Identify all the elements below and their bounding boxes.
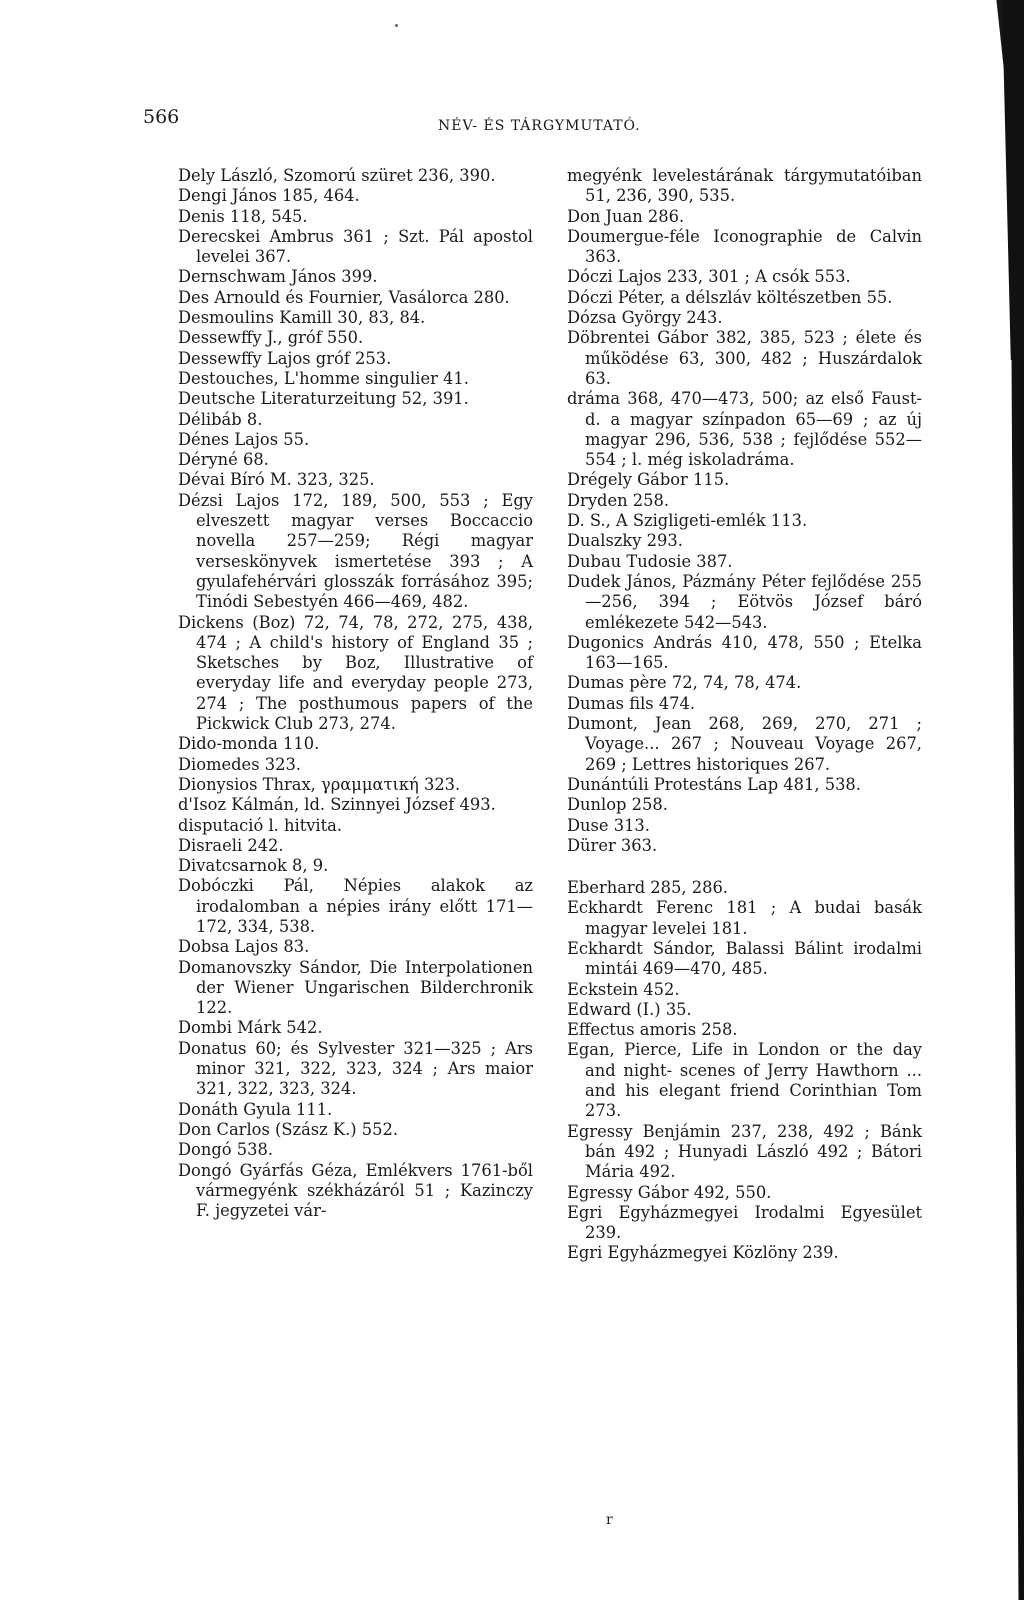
page-edge-dark xyxy=(1002,0,1024,360)
index-entry: Eckhardt Sándor, Balassi Bálint irodalmi mintái 469—470, 485. xyxy=(567,938,922,979)
index-entry: Déryné 68. xyxy=(178,450,269,470)
index-entry: Dualszky 293. xyxy=(567,531,683,551)
index-entry: Dóczi Péter, a délszláv költészetben 55. xyxy=(567,287,893,307)
index-entry: Dózsa György 243. xyxy=(567,308,723,328)
index-entry: Don Juan 286. xyxy=(567,206,685,226)
index-entry: Dugonics András 410, 478, 550 ; Etelka 163—165. xyxy=(567,632,922,673)
index-entry: d'Isoz Kálmán, ld. Szinnyei József 493. xyxy=(178,795,496,815)
index-entry: Doumergue-féle Iconographie de Calvin 363. xyxy=(567,226,922,267)
index-entry: Dévai Bíró M. 323, 325. xyxy=(178,470,375,490)
index-entry: Dunántúli Protestáns Lap 481, 538. xyxy=(567,774,861,794)
index-entry: disputació l. hitvita. xyxy=(178,815,343,835)
index-entry: Dengi János 185, 464. xyxy=(178,186,360,206)
index-entry: Divatcsarnok 8, 9. xyxy=(178,856,329,876)
index-entry: Dernschwam János 399. xyxy=(178,267,378,287)
print-speck xyxy=(395,24,398,27)
index-entry: Dionysios Thrax, γραμματική 323. xyxy=(178,774,461,794)
index-entry: Eberhard 285, 286. xyxy=(567,878,728,898)
index-entry: Des Arnould és Fournier, Vasálorca 280. xyxy=(178,287,510,307)
index-entry: Délibáb 8. xyxy=(178,409,263,429)
running-title: NÉV- ÉS TÁRGYMUTATÓ. xyxy=(438,118,641,134)
index-entry: Derecskei Ambrus 361 ; Szt. Pál apostol levelei 367. xyxy=(178,226,533,267)
index-entry: Dessewffy Lajos gróf 253. xyxy=(178,348,392,368)
index-entry: Dudek János, Pázmány Péter fejlődése 255—256, 394 ; Eötvös József báró emlékezete 542—543. xyxy=(567,571,922,632)
index-entry: Duse 313. xyxy=(567,815,650,835)
index-entry: Dely László, Szomorú szüret 236, 390. xyxy=(178,166,496,185)
index-entry: Denis 118, 545. xyxy=(178,206,308,226)
index-entry: Destouches, L'homme singulier 41. xyxy=(178,368,469,388)
left-index-column xyxy=(178,166,533,1221)
index-entry: Desmoulins Kamill 30, 83, 84. xyxy=(178,308,426,328)
index-entry: Egan, Pierce, Life in London or the day and night- scenes of Jerry Hawthorn ... and his elegant friend Corinthian Tom 273. xyxy=(567,1040,922,1121)
index-entry: Dóczi Lajos 233, 301 ; A csók 553. xyxy=(567,267,851,287)
index-entry: Dumont, Jean 268, 269, 270, 271 ; Voyage... 267 ; Nouveau Voyage 267, 269 ; Lettres historiques 267. xyxy=(567,714,922,774)
index-entry: Egri Egyházmegyei Közlöny 239. xyxy=(567,1243,839,1263)
index-entry: Diomedes 323. xyxy=(178,754,301,774)
footer-mark: r xyxy=(606,1512,613,1528)
index-entry: dráma 368, 470—473, 500; az első Faust-d. a magyar színpadon 65—69 ; az új magyar 296, 536, 538 ; fejlődése 552—554 ; l. még iskoladráma. xyxy=(567,389,922,470)
index-entry: megyénk levelestárának tárgymutatóiban 51, 236, 390, 535. xyxy=(567,166,922,206)
index-entry: Disraeli 242. xyxy=(178,835,284,855)
index-entry: Edward (I.) 35. xyxy=(567,999,692,1019)
index-entry: Dongó 538. xyxy=(178,1140,273,1160)
index-entry: Dickens (Boz) 72, 74, 78, 272, 275, 438, 474 ; A child's history of England 35 ; Sketsches by Boz, Illustrative of everyday life and everyday people 273, 274 ; The posthumous papers of the Pickwick Club 273, 274. xyxy=(178,612,533,734)
right-index-group-e xyxy=(567,878,922,1264)
index-entry: Dobóczki Pál, Népies alakok az irodalomban a népies irány előtt 171—172, 334, 538. xyxy=(178,876,533,936)
index-entry: Eckhardt Ferenc 181 ; A budai basák magyar levelei 181. xyxy=(567,898,922,938)
index-entry: Dombi Márk 542. xyxy=(178,1018,323,1038)
index-entry: Dénes Lajos 55. xyxy=(178,429,310,449)
index-entry: Dongó Gyárfás Géza, Emlékvers 1761-ből vármegyénk székházáról 51 ; Kazinczy F. jegyzetei vár- xyxy=(178,1160,533,1221)
index-entry: Deutsche Literaturzeitung 52, 391. xyxy=(178,389,469,409)
page-number: 566 xyxy=(143,106,180,128)
index-entry: Dunlop 258. xyxy=(567,795,668,815)
index-entry: Egressy Gábor 492, 550. xyxy=(567,1182,772,1202)
index-entry: Dézsi Lajos 172, 189, 500, 553 ; Egy elveszett magyar verses Boccaccio novella 257—259; Régi magyar verseskönyvek ismertetése 393 ; A gyulafehérvári glosszák forrásához 395; Tinódi Sebestyén 466—469, 482. xyxy=(178,490,533,612)
index-entry: Dumas père 72, 74, 78, 474. xyxy=(567,673,802,693)
index-entry: Dürer 363. xyxy=(567,835,658,855)
index-entry: D. S., A Szigligeti-emlék 113. xyxy=(567,511,808,531)
letter-gap xyxy=(567,856,922,878)
index-entry: Effectus amoris 258. xyxy=(567,1020,738,1040)
index-entry: Drégely Gábor 115. xyxy=(567,470,730,490)
index-entry: Dryden 258. xyxy=(567,490,670,510)
index-entry: Domanovszky Sándor, Die Interpolationen der Wiener Ungarischen Bilderchronik 122. xyxy=(178,957,533,1018)
right-index-group-d xyxy=(567,166,922,856)
index-entry: Egri Egyházmegyei Irodalmi Egyesület 239. xyxy=(567,1202,922,1243)
index-entry: Don Carlos (Szász K.) 552. xyxy=(178,1119,399,1139)
index-entry: Donáth Gyula 111. xyxy=(178,1099,333,1119)
index-entry: Döbrentei Gábor 382, 385, 523 ; élete és működése 63, 300, 482 ; Huszárdalok 63. xyxy=(567,328,922,388)
index-entry: Donatus 60; és Sylvester 321—325 ; Ars minor 321, 322, 323, 324 ; Ars maior 321, 322, 323, 324. xyxy=(178,1038,533,1099)
right-index-column xyxy=(567,166,922,1264)
index-entry: Dubau Tudosie 387. xyxy=(567,551,733,571)
index-entry: Dido-monda 110. xyxy=(178,734,320,754)
index-entry: Egressy Benjámin 237, 238, 492 ; Bánk bán 492 ; Hunyadi László 492 ; Bátori Mária 492. xyxy=(567,1121,922,1182)
index-entry: Dumas fils 474. xyxy=(567,693,696,713)
index-entry: Dessewffy J., gróf 550. xyxy=(178,328,364,348)
index-entry: Dobsa Lajos 83. xyxy=(178,937,310,957)
index-entry: Eckstein 452. xyxy=(567,979,680,999)
